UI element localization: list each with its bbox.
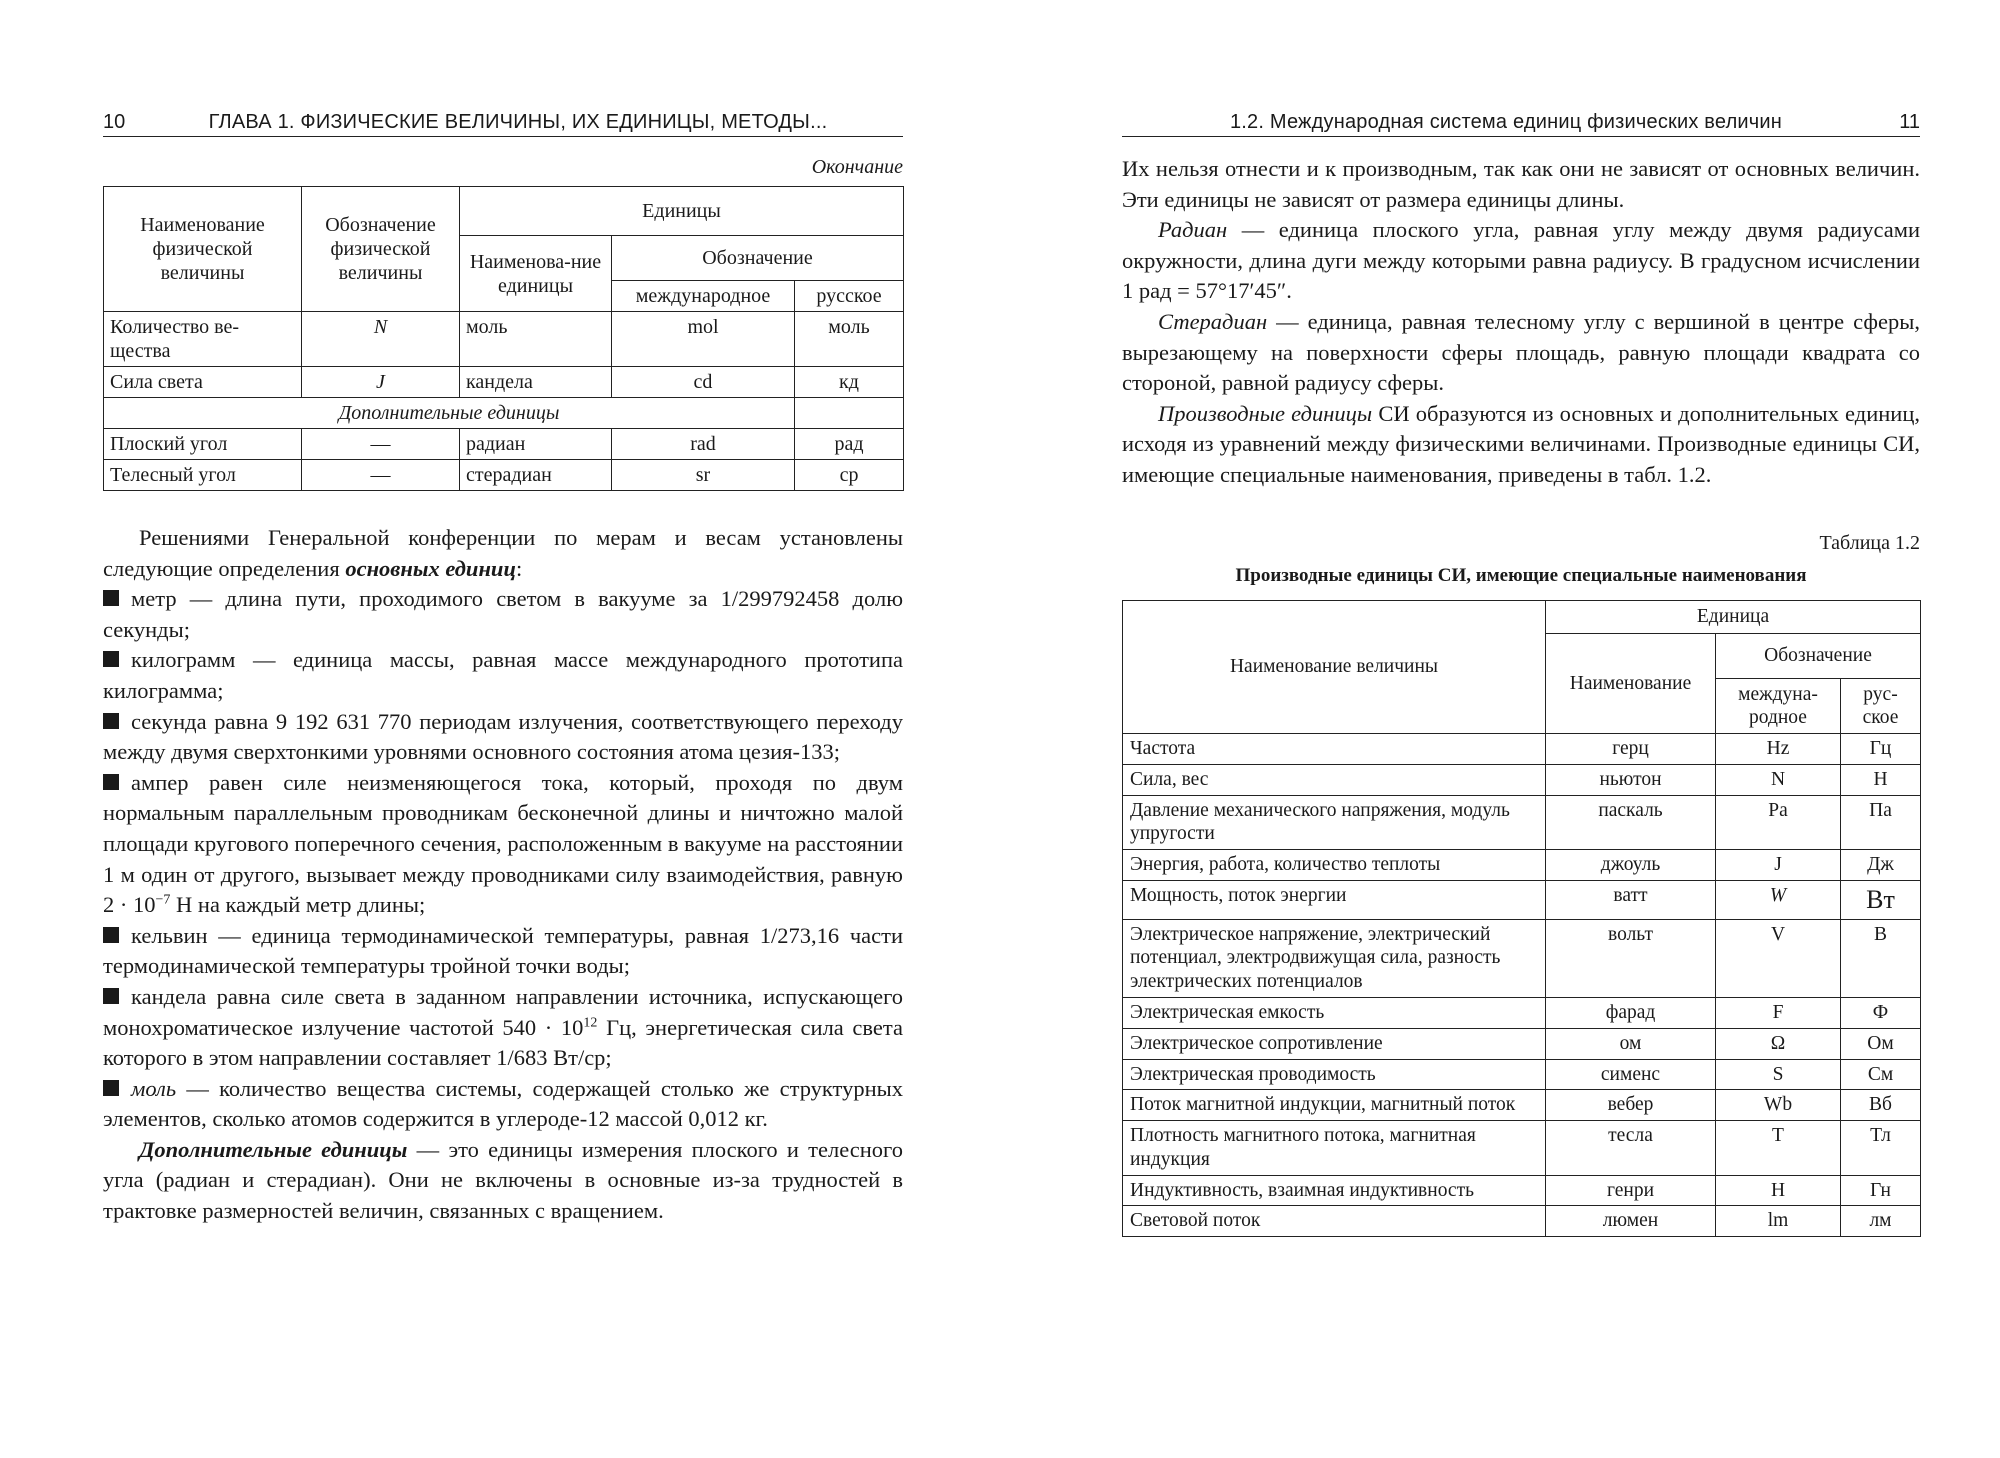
square-bullet-icon — [103, 988, 119, 1004]
cell-symbol: N — [302, 312, 460, 367]
cell-international: cd — [612, 367, 795, 398]
header-quantity-name: Наименование величины — [1123, 601, 1546, 734]
header-quantity-symbol: Обозначение физической величины — [302, 187, 460, 312]
cell-symbol: — — [302, 429, 460, 460]
list-item: моль — количество вещества системы, содержащей столько же структурных элементов, сколько атомов содержится в углероде-12 массой 0,012 кг. — [103, 1075, 903, 1132]
header-unit-name: Наименование — [1546, 634, 1716, 734]
page-number: 11 — [1899, 111, 1920, 133]
cell-russian: рад — [795, 429, 904, 460]
table-row: Световой поток люмен lm лм — [1123, 1206, 1921, 1237]
derived-units-table — [1122, 600, 1920, 1237]
right-running-head — [1122, 108, 1920, 137]
left-body-text — [103, 523, 903, 1227]
continuation-label: Окончание — [811, 156, 903, 178]
list-item: секунда равна 9 192 631 770 периодам излучения, соответствующего переходу между двумя сверхтонкими уровнями основного состояния атома цезия-133; — [103, 708, 903, 765]
table-row: Поток магнитной индукции, магнитный поток вебер Wb Вб — [1123, 1090, 1921, 1121]
steradian-paragraph: Стерадиан — единица, равная телесному углу с вершиной в центре сферы, вырезающему на поверхности сферы площадь, равную площади квадрата со стороной, равной радиусу сферы. — [1122, 308, 1920, 396]
base-units-table — [103, 186, 903, 491]
cell-russian: кд — [795, 367, 904, 398]
chapter-title: ГЛАВА 1. ФИЗИЧЕСКИЕ ВЕЛИЧИНЫ, ИХ ЕДИНИЦЫ, МЕТОДЫ... — [208, 111, 828, 133]
cell-unit: моль — [460, 312, 612, 367]
table-row — [104, 429, 904, 460]
intro-paragraph: Решениями Генеральной конференции по мерам и весам установлены следующие определения основных единиц: — [103, 525, 903, 581]
cell-international: rad — [612, 429, 795, 460]
cell-quantity: Сила света — [104, 367, 302, 398]
table-row: Электрическая емкость фарад F Ф — [1123, 997, 1921, 1028]
table-row: Давление механического напряжения, модуль упругости паскаль Pa Па — [1123, 795, 1921, 850]
square-bullet-icon — [103, 713, 119, 729]
cell-international: mol — [612, 312, 795, 367]
cell-unit: стерадиан — [460, 460, 612, 491]
term-base-units: основных единиц — [345, 555, 516, 581]
table-caption: Таблица 1.2 — [1819, 532, 1920, 554]
cell-quantity: Количество ве-щества — [104, 312, 302, 367]
list-item: ампер равен силе неизменяющегося тока, который, проходя по двум нормальным параллельным проводникам бесконечной длины и ничтожно малой площади кругового поперечного сечения, расположенным в вакууме на расстоянии 1 м один от другого, вызывает между проводниками силу взаимодействия, равную $2 \cdot 10^{-7}$ Н на каждый метр длины; — [103, 769, 903, 918]
table-row: Мощность, поток энергии ватт W Вт — [1123, 880, 1921, 919]
table-row: Энергия, работа, количество теплоты джоуль J Дж — [1123, 850, 1921, 881]
header-russian: рус-ское — [1841, 679, 1921, 734]
cell-russian: ср — [795, 460, 904, 491]
table-row — [104, 367, 904, 398]
right-page — [1122, 0, 1920, 1458]
radian-paragraph: Радиан — единица плоского угла, равная углу между двумя радиусами окружности, длина дуги между которыми равна радиусу. В градусном исчислении 1 рад = 57°17′45″. — [1122, 217, 1920, 304]
header-designation: Обозначение — [612, 236, 904, 281]
table-row — [104, 312, 904, 367]
header-unit: Единица — [1546, 601, 1921, 634]
list-item: кандела равна силе света в заданном направлении источника, испускающего монохроматическое излучение частотой $540 \cdot 10^{12}$ Гц, энергетическая сила света которого в этом направлении составляет 1/683 Вт/ср; — [103, 983, 903, 1071]
square-bullet-icon — [103, 590, 119, 606]
header-designation: Обозначение — [1716, 634, 1921, 679]
header-quantity-name: Наименование физической величины — [104, 187, 302, 312]
table-row: Сила, вес ньютон N Н — [1123, 764, 1921, 795]
left-running-head — [103, 108, 903, 137]
list-item: метр — длина пути, проходимого светом в вакууме за 1/299792458 долю секунды; — [103, 586, 903, 642]
right-body-text — [1122, 154, 1920, 491]
table-section-row — [104, 398, 904, 429]
header-international: междуна-родное — [1716, 679, 1841, 734]
square-bullet-icon — [103, 1080, 119, 1096]
table-row: Частота герц Hz Гц — [1123, 734, 1921, 765]
cell-symbol: — — [302, 460, 460, 491]
section-title: 1.2. Международная система единиц физических величин — [1229, 111, 1783, 133]
list-item: килограмм — единица массы, равная массе международного прототипа килограмма; — [103, 647, 903, 703]
cell-international: sr — [612, 460, 795, 491]
section-label: Дополнительные единицы — [104, 398, 795, 429]
header-units: Единицы — [460, 187, 904, 236]
square-bullet-icon — [103, 774, 119, 790]
table-row: Индуктивность, взаимная индуктивность генри H Гн — [1123, 1175, 1921, 1206]
table-row: Электрическое напряжение, электрический потенциал, электродвижущая сила, разность электрических потенциалов вольт V В — [1123, 919, 1921, 997]
derived-units-paragraph: Производные единицы СИ образуются из основных и дополнительных единиц, исходя из уравнений между физическими величинами. Производные единицы СИ, имеющие специальные наименования, приведены в табл. 1.2. — [1122, 400, 1920, 487]
paragraph: Их нельзя отнести и к производным, так как они не зависят от основных величин. Эти единицы не зависят от размера единицы длины. — [1122, 156, 1920, 212]
table-row: Электрическая проводимость сименс S См — [1123, 1059, 1921, 1090]
cell-quantity: Плоский угол — [104, 429, 302, 460]
left-page — [103, 0, 903, 1458]
table-row: Электрическое сопротивление ом Ω Ом — [1123, 1028, 1921, 1059]
header-russian: русское — [795, 281, 904, 312]
supplementary-paragraph: Дополнительные единицы — это единицы измерения плоского и телесного угла (радиан и стерадиан). Они не включены в основные из-за трудностей в трактовке размерностей величин, связанных с вращением. — [103, 1136, 903, 1224]
table-row: Плотность магнитного потока, магнитная индукция тесла T Тл — [1123, 1121, 1921, 1176]
table-title: Производные единицы СИ, имеющие специальные наименования — [1235, 565, 1807, 586]
square-bullet-icon — [103, 927, 119, 943]
page-number: 10 — [103, 111, 126, 133]
term-supplementary-units: Дополнительные единицы — [139, 1136, 408, 1162]
cell-unit: радиан — [460, 429, 612, 460]
header-international: международное — [612, 281, 795, 312]
cell-symbol: J — [302, 367, 460, 398]
list-item: кельвин — единица термодинамической температуры, равная 1/273,16 части термодинамической температуры тройной точки воды; — [103, 922, 903, 979]
square-bullet-icon — [103, 651, 119, 667]
cell-russian: моль — [795, 312, 904, 367]
cell-quantity: Телесный угол — [104, 460, 302, 491]
header-unit-name: Наименова-ние единицы — [460, 236, 612, 312]
cell-unit: кандела — [460, 367, 612, 398]
table-row — [104, 460, 904, 491]
